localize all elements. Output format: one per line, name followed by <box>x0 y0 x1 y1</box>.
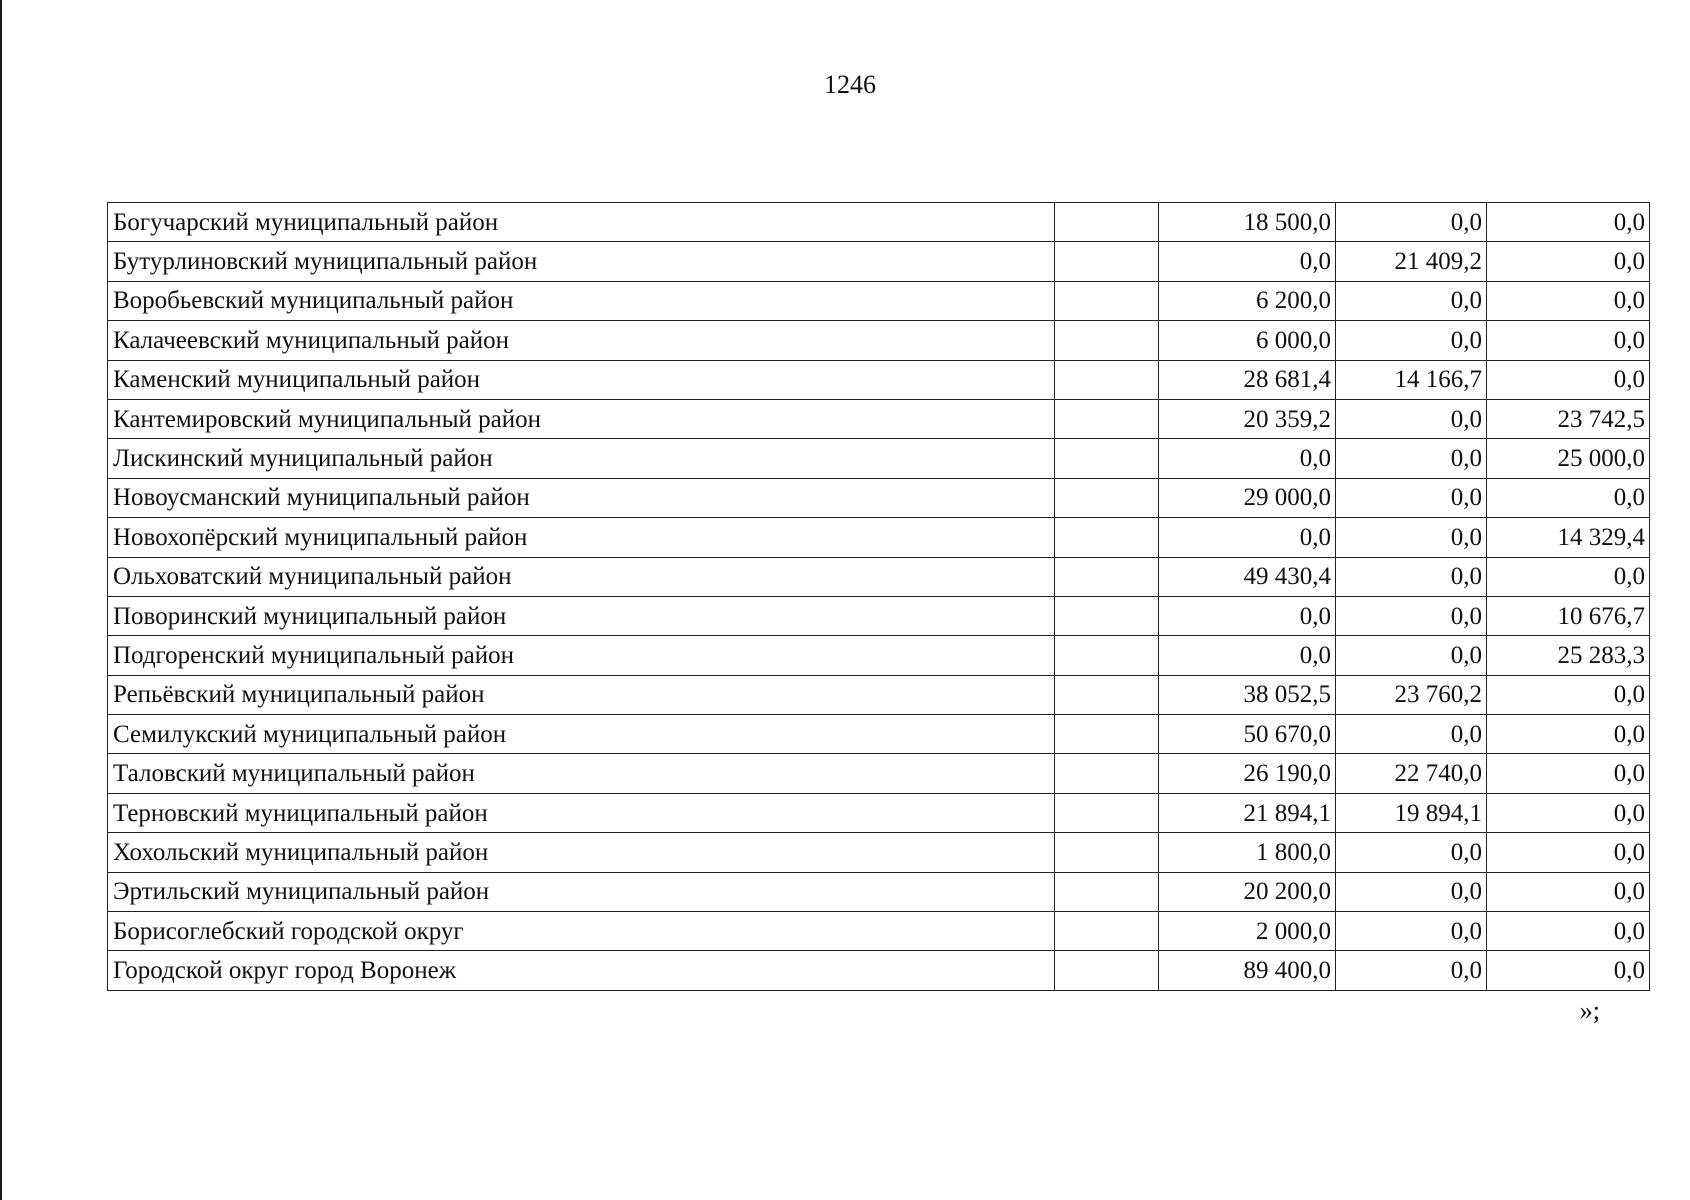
value-cell-2: 0,0 <box>1336 833 1487 872</box>
empty-cell <box>1055 360 1159 399</box>
value-cell-2: 19 894,1 <box>1336 793 1487 832</box>
table-row <box>108 793 1650 832</box>
value-cell-2: 0,0 <box>1336 399 1487 438</box>
empty-cell <box>1055 754 1159 793</box>
empty-cell <box>1055 439 1159 478</box>
value-cell-2: 0,0 <box>1336 872 1487 911</box>
table-row <box>108 872 1650 911</box>
municipality-name-cell: Каменский муниципальный район <box>108 360 1055 399</box>
scan-edge-line <box>0 0 2 1200</box>
value-cell-2: 22 740,0 <box>1336 754 1487 793</box>
municipality-name-cell: Калачеевский муниципальный район <box>108 321 1055 360</box>
empty-cell <box>1055 399 1159 438</box>
value-cell-2: 23 760,2 <box>1336 675 1487 714</box>
empty-cell <box>1055 596 1159 635</box>
table-row <box>108 715 1650 754</box>
value-cell-1: 50 670,0 <box>1159 715 1336 754</box>
municipality-name-cell: Подгоренский муниципальный район <box>108 636 1055 675</box>
empty-cell <box>1055 715 1159 754</box>
value-cell-1: 0,0 <box>1159 439 1336 478</box>
value-cell-1: 20 359,2 <box>1159 399 1336 438</box>
value-cell-1: 1 800,0 <box>1159 833 1336 872</box>
value-cell-3: 0,0 <box>1487 557 1650 596</box>
empty-cell <box>1055 675 1159 714</box>
empty-cell <box>1055 242 1159 281</box>
table-row <box>108 203 1650 242</box>
table-row <box>108 281 1650 320</box>
municipality-name-cell: Новоусманский муниципальный район <box>108 478 1055 517</box>
value-cell-3: 0,0 <box>1487 675 1650 714</box>
table-row <box>108 321 1650 360</box>
value-cell-3: 0,0 <box>1487 793 1650 832</box>
municipality-name-cell: Борисоглебский городской округ <box>108 912 1055 951</box>
empty-cell <box>1055 281 1159 320</box>
municipal-funding-table <box>107 202 1650 991</box>
table-row <box>108 360 1650 399</box>
value-cell-1: 21 894,1 <box>1159 793 1336 832</box>
municipality-name-cell: Ольховатский муниципальный район <box>108 557 1055 596</box>
municipality-name-cell: Воробьевский муниципальный район <box>108 281 1055 320</box>
value-cell-3: 0,0 <box>1487 715 1650 754</box>
value-cell-1: 26 190,0 <box>1159 754 1336 793</box>
value-cell-3: 14 329,4 <box>1487 518 1650 557</box>
value-cell-3: 25 000,0 <box>1487 439 1650 478</box>
value-cell-1: 6 200,0 <box>1159 281 1336 320</box>
table-body <box>108 203 1650 991</box>
empty-cell <box>1055 872 1159 911</box>
municipality-name-cell: Терновский муниципальный район <box>108 793 1055 832</box>
closing-quote-mark: »; <box>1579 996 1600 1025</box>
value-cell-3: 0,0 <box>1487 833 1650 872</box>
value-cell-2: 0,0 <box>1336 636 1487 675</box>
value-cell-3: 0,0 <box>1487 281 1650 320</box>
value-cell-3: 0,0 <box>1487 478 1650 517</box>
value-cell-1: 0,0 <box>1159 636 1336 675</box>
value-cell-2: 0,0 <box>1336 715 1487 754</box>
empty-cell <box>1055 951 1159 990</box>
value-cell-2: 0,0 <box>1336 203 1487 242</box>
table-row <box>108 754 1650 793</box>
value-cell-3: 0,0 <box>1487 754 1650 793</box>
value-cell-2: 21 409,2 <box>1336 242 1487 281</box>
value-cell-3: 25 283,3 <box>1487 636 1650 675</box>
value-cell-2: 0,0 <box>1336 321 1487 360</box>
empty-cell <box>1055 912 1159 951</box>
value-cell-3: 0,0 <box>1487 321 1650 360</box>
empty-cell <box>1055 833 1159 872</box>
empty-cell <box>1055 203 1159 242</box>
value-cell-2: 0,0 <box>1336 281 1487 320</box>
table-row <box>108 912 1650 951</box>
value-cell-2: 0,0 <box>1336 557 1487 596</box>
table-row <box>108 399 1650 438</box>
value-cell-3: 23 742,5 <box>1487 399 1650 438</box>
municipality-name-cell: Кантемировский муниципальный район <box>108 399 1055 438</box>
value-cell-2: 14 166,7 <box>1336 360 1487 399</box>
municipality-name-cell: Репьёвский муниципальный район <box>108 675 1055 714</box>
municipality-name-cell: Бутурлиновский муниципальный район <box>108 242 1055 281</box>
table-row <box>108 636 1650 675</box>
value-cell-3: 0,0 <box>1487 951 1650 990</box>
table-row <box>108 951 1650 990</box>
value-cell-1: 38 052,5 <box>1159 675 1336 714</box>
empty-cell <box>1055 636 1159 675</box>
table-row <box>108 833 1650 872</box>
value-cell-3: 10 676,7 <box>1487 596 1650 635</box>
municipality-name-cell: Таловский муниципальный район <box>108 754 1055 793</box>
value-cell-1: 0,0 <box>1159 596 1336 635</box>
table-row <box>108 596 1650 635</box>
value-cell-2: 0,0 <box>1336 912 1487 951</box>
value-cell-2: 0,0 <box>1336 478 1487 517</box>
empty-cell <box>1055 793 1159 832</box>
empty-cell <box>1055 518 1159 557</box>
value-cell-1: 49 430,4 <box>1159 557 1336 596</box>
value-cell-2: 0,0 <box>1336 518 1487 557</box>
table-row <box>108 242 1650 281</box>
value-cell-1: 28 681,4 <box>1159 360 1336 399</box>
table-row <box>108 675 1650 714</box>
value-cell-1: 0,0 <box>1159 518 1336 557</box>
value-cell-3: 0,0 <box>1487 872 1650 911</box>
table-container <box>107 202 1650 991</box>
value-cell-1: 2 000,0 <box>1159 912 1336 951</box>
municipality-name-cell: Поворинский муниципальный район <box>108 596 1055 635</box>
page-number: 1246 <box>824 70 876 99</box>
empty-cell <box>1055 478 1159 517</box>
empty-cell <box>1055 321 1159 360</box>
value-cell-3: 0,0 <box>1487 360 1650 399</box>
value-cell-3: 0,0 <box>1487 203 1650 242</box>
value-cell-3: 0,0 <box>1487 242 1650 281</box>
value-cell-1: 6 000,0 <box>1159 321 1336 360</box>
value-cell-1: 89 400,0 <box>1159 951 1336 990</box>
municipality-name-cell: Новохопёрский муниципальный район <box>108 518 1055 557</box>
empty-cell <box>1055 557 1159 596</box>
value-cell-2: 0,0 <box>1336 951 1487 990</box>
municipality-name-cell: Богучарский муниципальный район <box>108 203 1055 242</box>
value-cell-2: 0,0 <box>1336 439 1487 478</box>
value-cell-1: 20 200,0 <box>1159 872 1336 911</box>
table-row <box>108 557 1650 596</box>
table-row <box>108 478 1650 517</box>
municipality-name-cell: Хохольский муниципальный район <box>108 833 1055 872</box>
value-cell-1: 0,0 <box>1159 242 1336 281</box>
value-cell-2: 0,0 <box>1336 596 1487 635</box>
table-row <box>108 518 1650 557</box>
municipality-name-cell: Лискинский муниципальный район <box>108 439 1055 478</box>
value-cell-1: 18 500,0 <box>1159 203 1336 242</box>
municipality-name-cell: Городской округ город Воронеж <box>108 951 1055 990</box>
value-cell-1: 29 000,0 <box>1159 478 1336 517</box>
municipality-name-cell: Эртильский муниципальный район <box>108 872 1055 911</box>
value-cell-3: 0,0 <box>1487 912 1650 951</box>
table-row <box>108 439 1650 478</box>
municipality-name-cell: Семилукский муниципальный район <box>108 715 1055 754</box>
